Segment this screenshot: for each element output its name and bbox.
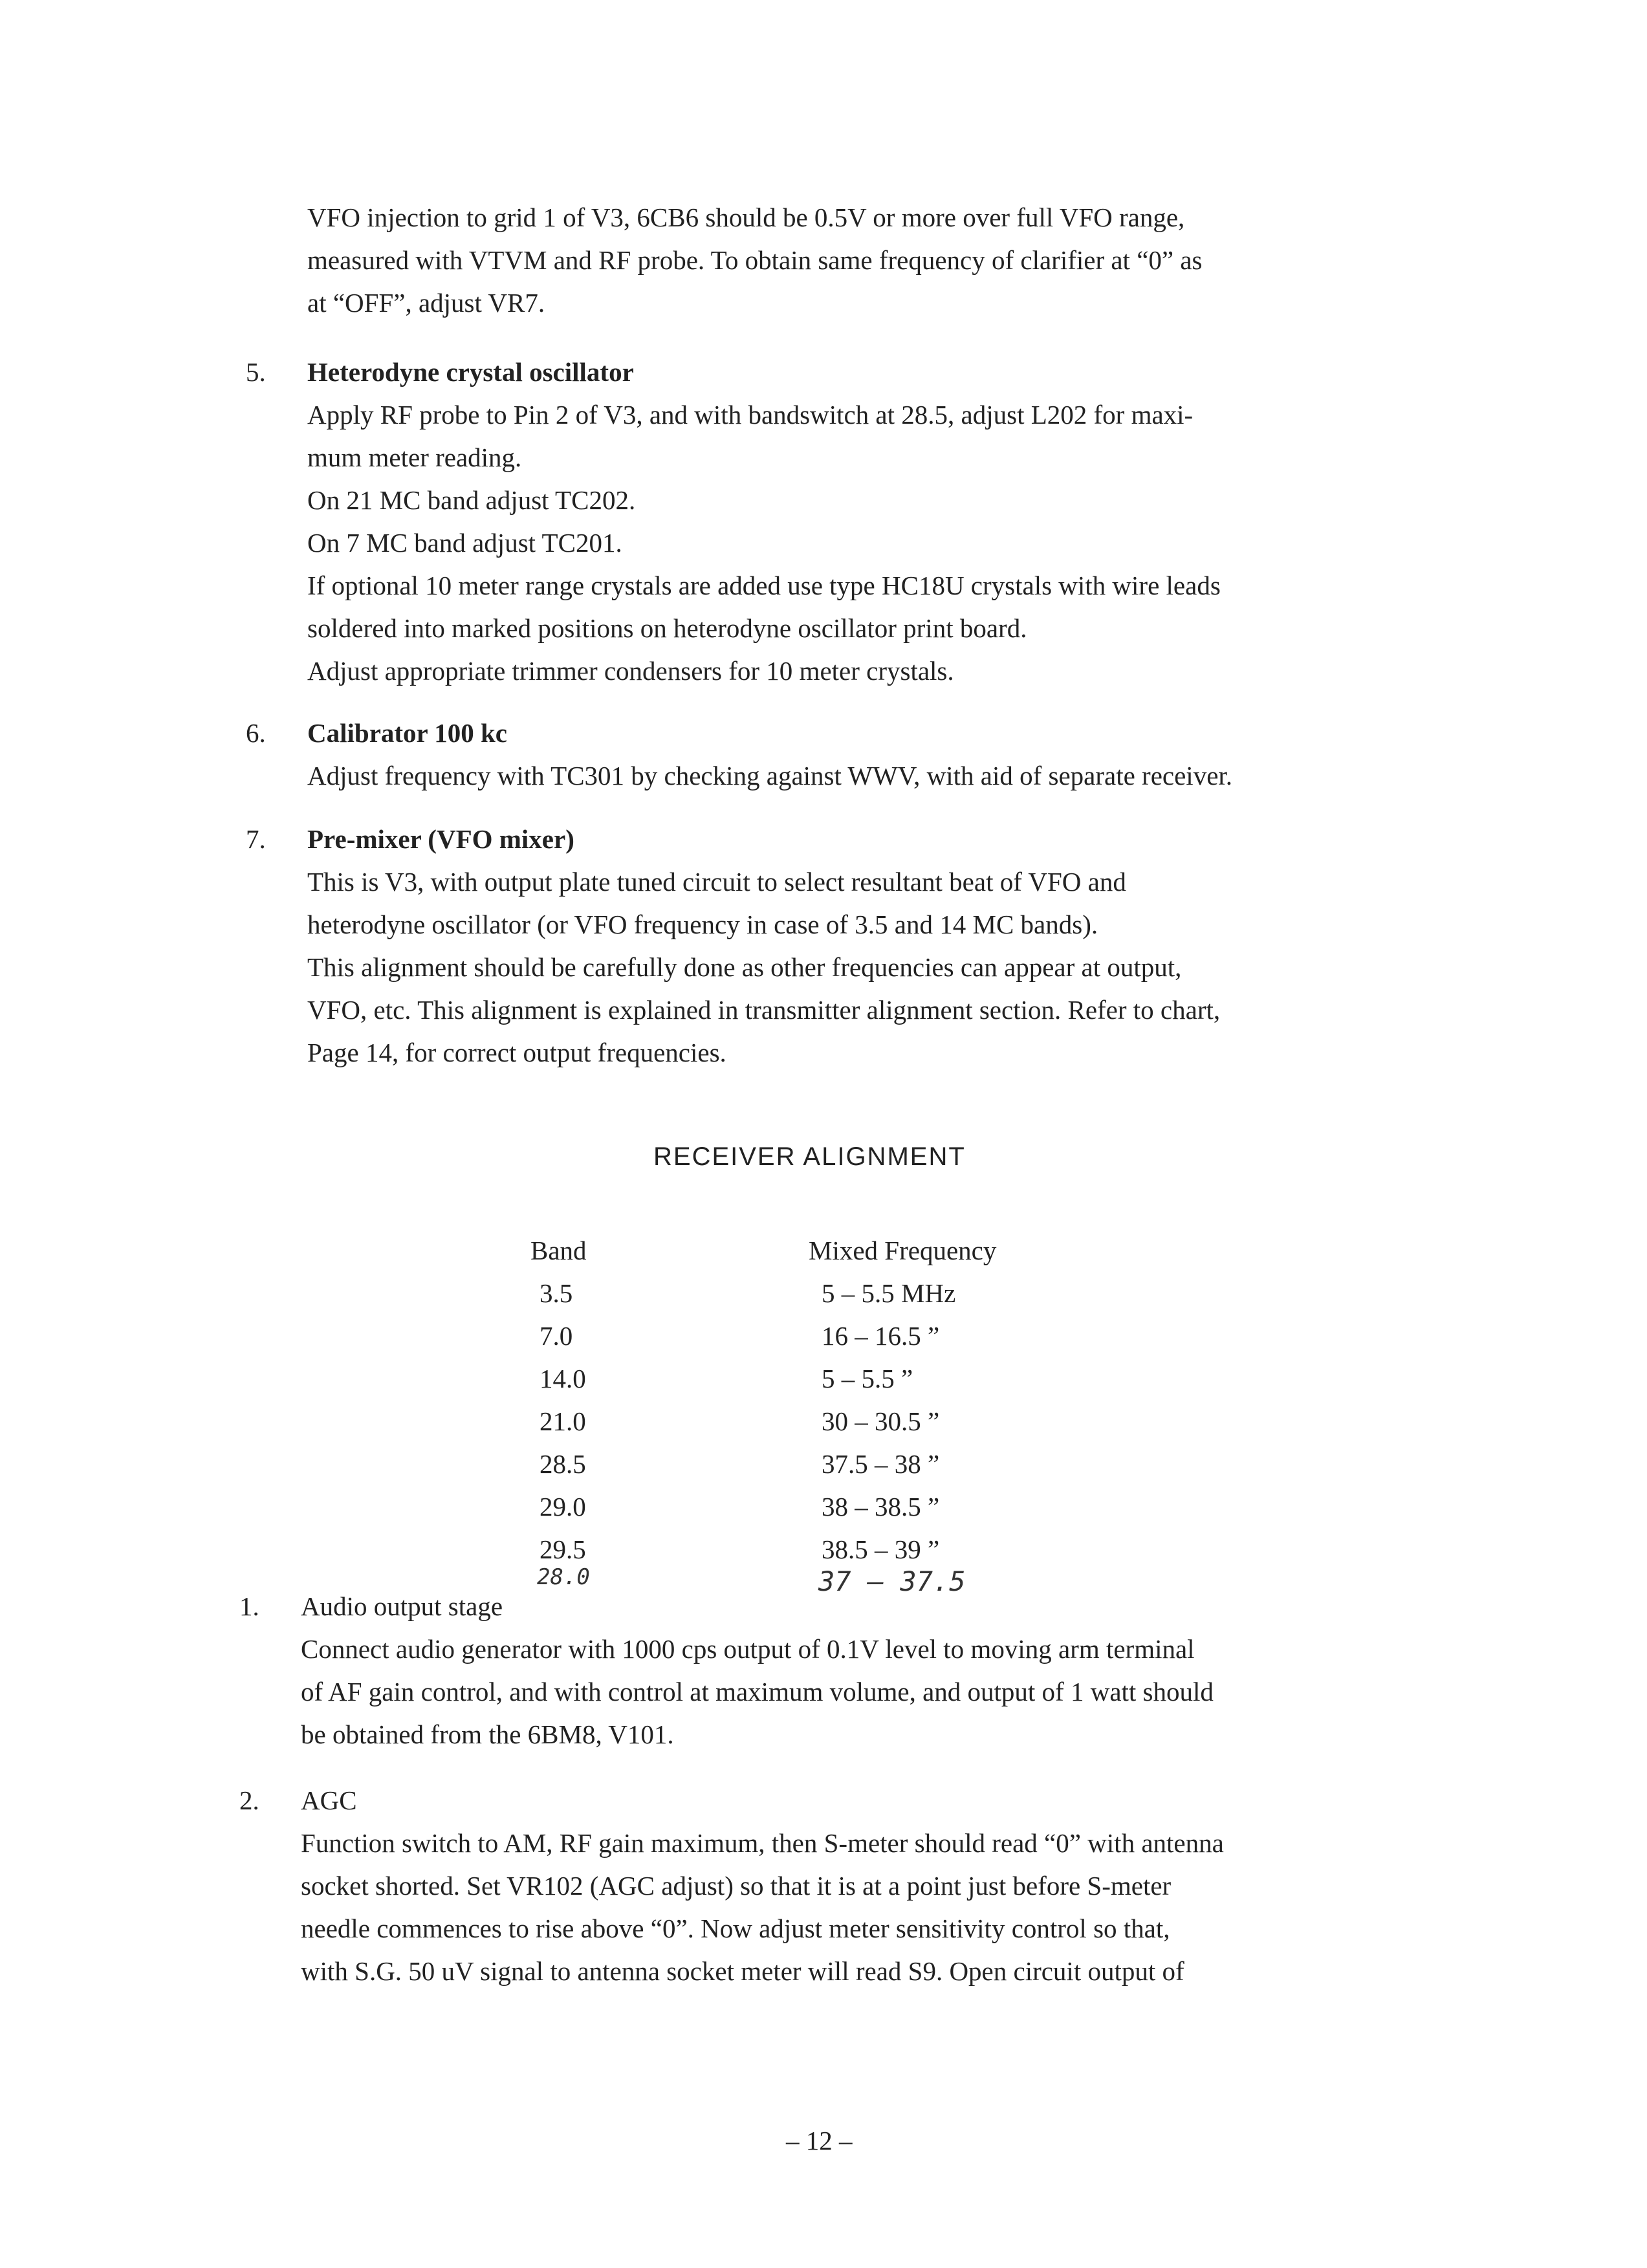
section-number: 1.	[239, 1591, 259, 1621]
text-line: socket shorted. Set VR102 (AGC adjust) so that it is at a point just before S-meter	[301, 1871, 1172, 1901]
frequency-cell: 5 – 5.5 MHz	[822, 1278, 956, 1308]
section-premixer	[307, 818, 1407, 1074]
intro-paragraph	[307, 196, 1407, 324]
text-line: heterodyne oscillator (or VFO frequency in case of 3.5 and 14 MC bands).	[307, 910, 1098, 939]
text-line: This alignment should be carefully done as other frequencies can appear at output,	[307, 952, 1182, 982]
text-line: On 21 MC band adjust TC202.	[307, 485, 636, 515]
band-column	[530, 1229, 673, 1571]
text-line: VFO injection to grid 1 of V3, 6CB6 should be 0.5V or more over full VFO range,	[307, 202, 1185, 232]
text-line: Adjust frequency with TC301 by checking against WWV, with aid of separate receiver.	[307, 761, 1233, 791]
table-title: RECEIVER ALIGNMENT	[653, 1142, 966, 1171]
text-line: of AF gain control, and with control at maximum volume, and output of 1 watt should	[301, 1677, 1214, 1706]
section-calibrator	[307, 712, 1407, 797]
band-header: Band	[530, 1236, 587, 1265]
section-heterodyne	[307, 351, 1407, 692]
frequency-header: Mixed Frequency	[809, 1236, 997, 1265]
text-line: needle commences to rise above “0”. Now adjust meter sensitivity control so that,	[301, 1914, 1170, 1943]
band-cell: 29.0	[540, 1492, 586, 1521]
section-agc	[301, 1779, 1401, 1992]
section-audio-output	[301, 1585, 1401, 1756]
text-line: Connect audio generator with 1000 cps output of 0.1V level to moving arm terminal	[301, 1634, 1195, 1664]
section-title: Pre-mixer (VFO mixer)	[307, 824, 574, 854]
band-cell: 7.0	[540, 1321, 573, 1351]
text-line: be obtained from the 6BM8, V101.	[301, 1719, 674, 1749]
text-line: On 7 MC band adjust TC201.	[307, 528, 622, 558]
band-cell: 3.5	[540, 1278, 573, 1308]
section-number: 7.	[246, 824, 266, 854]
text-line: Adjust appropriate trimmer condensers for 10 meter crystals.	[307, 656, 954, 686]
text-line: mum meter reading.	[307, 442, 522, 472]
section-title: AGC	[301, 1785, 357, 1815]
text-line: measured with VTVM and RF probe. To obtain same frequency of clarifier at “0” as	[307, 245, 1203, 275]
frequency-cell: 30 – 30.5 ”	[822, 1406, 940, 1436]
text-line: at “OFF”, adjust VR7.	[307, 288, 545, 318]
text-line: VFO, etc. This alignment is explained in transmitter alignment section. Refer to chart,	[307, 995, 1221, 1025]
frequency-cell: 5 – 5.5 ”	[822, 1364, 913, 1393]
text-line: Page 14, for correct output frequencies.	[307, 1038, 726, 1067]
text-line: soldered into marked positions on heterodyne oscillator print board.	[307, 613, 1027, 643]
section-number: 5.	[246, 357, 266, 387]
page-number: – 12 –	[786, 2126, 853, 2155]
section-title: Audio output stage	[301, 1591, 503, 1621]
frequency-cell: 38 – 38.5 ”	[822, 1492, 940, 1521]
band-cell: 28.5	[540, 1449, 586, 1479]
frequency-cell: 16 – 16.5 ”	[822, 1321, 940, 1351]
band-cell: 14.0	[540, 1364, 586, 1393]
text-line: If optional 10 meter range crystals are added use type HC18U crystals with wire leads	[307, 571, 1221, 600]
frequency-cell: 37.5 – 38 ”	[822, 1449, 940, 1479]
text-line: with S.G. 50 uV signal to antenna socket meter will read S9. Open circuit output of	[301, 1956, 1184, 1986]
handwritten-band: 28.0	[537, 1564, 590, 1590]
band-cell: 21.0	[540, 1406, 586, 1436]
band-cell: 29.5	[540, 1534, 586, 1564]
section-title: Heterodyne crystal oscillator	[307, 357, 634, 387]
text-line: Function switch to AM, RF gain maximum, then S-meter should read “0” with antenna	[301, 1828, 1224, 1858]
frequency-column	[809, 1229, 1080, 1571]
section-title: Calibrator 100 kc	[307, 718, 508, 748]
text-line: Apply RF probe to Pin 2 of V3, and with bandswitch at 28.5, adjust L202 for maxi-	[307, 400, 1194, 430]
frequency-cell: 38.5 – 39 ”	[822, 1534, 940, 1564]
text-line: This is V3, with output plate tuned circuit to select resultant beat of VFO and	[307, 867, 1126, 897]
section-number: 6.	[246, 718, 266, 748]
section-number: 2.	[239, 1785, 259, 1815]
handwritten-frequency: 37 – 37.5	[818, 1565, 966, 1597]
